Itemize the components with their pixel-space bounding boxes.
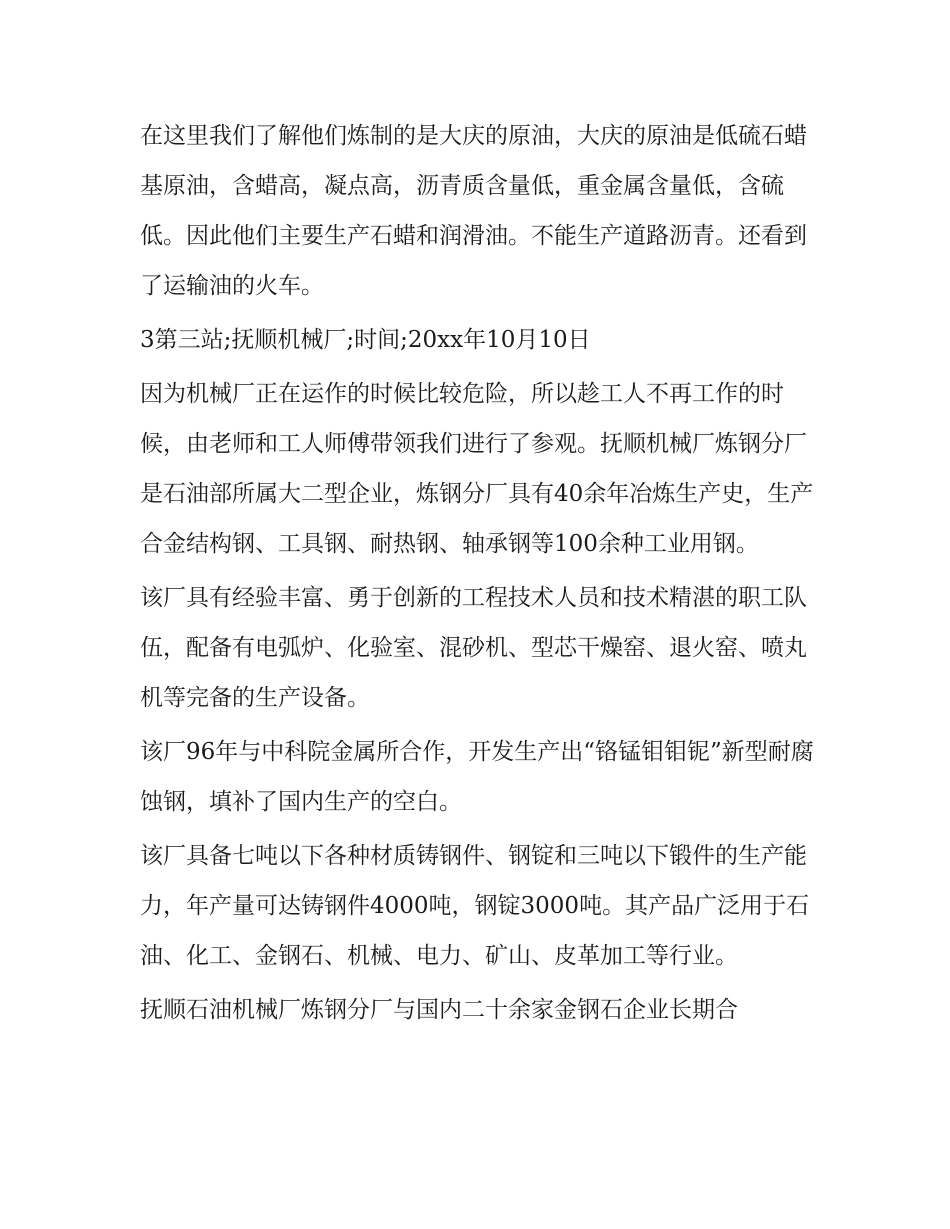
paragraph-equipment: 该厂具有经验丰富、勇于创新的工程技术人员和技术精湛的职工队伍，配备有电弧炉、化验室、混砂机、型芯干燥窑、退火窑、喷丸机等完备的生产设备。	[140, 585, 807, 711]
document-body	[140, 111, 820, 1039]
paragraph-third-stop-heading: 3第三站;抚顺机械厂;时间;20xx年10月10日	[140, 327, 591, 353]
paragraph-production-capacity: 该厂具备七吨以下各种材质铸钢件、钢锭和三吨以下锻件的生产能力，年产量可达铸钢件4000吨，钢锭3000吨。其产品广泛用于石油、化工、金钢石、机械、电力、矿山、皮革加工等行业。	[140, 843, 810, 969]
paragraph-daqing-crude-oil: 在这里我们了解他们炼制的是大庆的原油，大庆的原油是低硫石蜡基原油，含蜡高，凝点高，沥青质含量低，重金属含量低，含硫低。因此他们主要生产石蜡和润滑油。不能生产道路沥青。还看到了运输油的火车。	[140, 123, 807, 299]
paragraph-new-steel: 该厂96年与中科院金属所合作，开发生产出“铬锰钼钼铌”新型耐腐蚀钢，填补了国内生产的空白。	[140, 739, 814, 815]
paragraph-cooperation: 抚顺石油机械厂炼钢分厂与国内二十余家金钢石企业长期合	[140, 997, 738, 1023]
paragraph-machinery-factory-visit: 因为机械厂正在运作的时候比较危险，所以趁工人不再工作的时候，由老师和工人师傅带领我们进行了参观。抚顺机械厂炼钢分厂是石油部所属大二型企业，炼钢分厂具有40余年冶炼生产史，生产合金结构钢、工具钢、耐热钢、轴承钢等100余种工业用钢。	[140, 381, 814, 557]
